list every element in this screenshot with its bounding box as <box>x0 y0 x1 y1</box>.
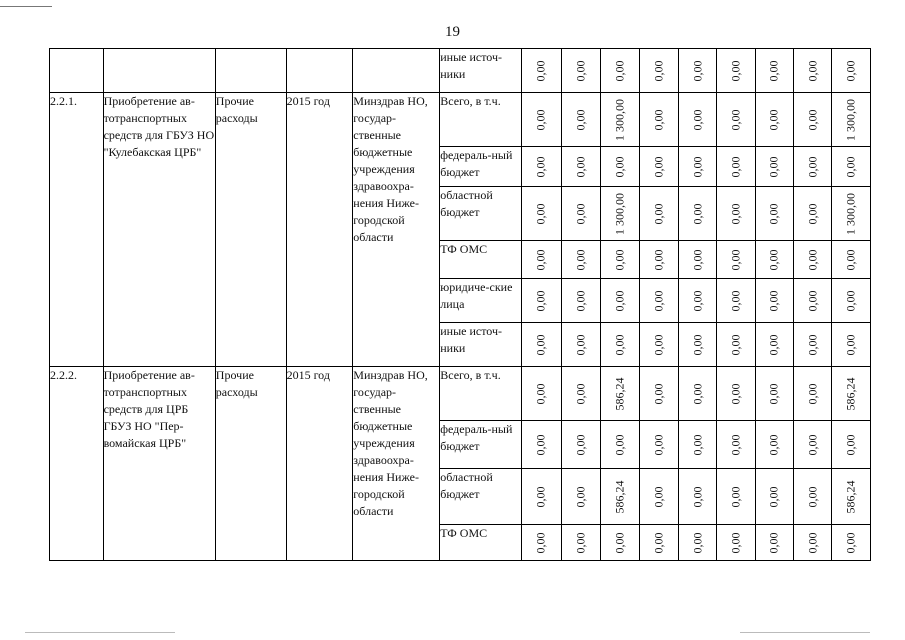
value-cell <box>794 147 832 187</box>
category-cell: Всего, в т.ч. <box>440 93 522 147</box>
value-cell <box>794 469 832 525</box>
value-text: 0,00 <box>612 249 627 270</box>
expense-type: Прочие расходы <box>215 93 286 367</box>
value-cell <box>832 525 871 561</box>
value-cell <box>640 421 678 469</box>
table-row <box>50 93 871 147</box>
value-cell <box>600 367 639 421</box>
category-cell: федераль-ный бюджет <box>440 147 522 187</box>
value-cell <box>832 421 871 469</box>
value-cell <box>600 147 639 187</box>
value-text: 0,00 <box>805 434 820 455</box>
category-cell: областной бюджет <box>440 187 522 241</box>
value-text: 0,00 <box>651 383 666 404</box>
value-text: 0,00 <box>843 334 858 355</box>
value-text: 0,00 <box>766 156 781 177</box>
value-text: 0,00 <box>843 60 858 81</box>
value-cell <box>832 469 871 525</box>
value-text: 0,00 <box>612 290 627 311</box>
value-cell <box>678 469 716 525</box>
value-cell <box>832 49 871 93</box>
value-text: 586,24 <box>612 377 627 410</box>
value-cell <box>640 93 678 147</box>
value-text: 0,00 <box>690 290 704 311</box>
value-cell <box>600 279 639 323</box>
value-cell <box>717 187 755 241</box>
value-text: 0,00 <box>766 109 781 130</box>
table-row <box>50 367 871 421</box>
value-text: 0,00 <box>612 60 627 81</box>
category-cell: иные источ-ники <box>440 323 522 367</box>
value-text: 0,00 <box>766 203 781 224</box>
value-cell <box>600 241 639 279</box>
value-cell <box>678 279 716 323</box>
value-text: 1 300,00 <box>612 98 627 141</box>
category-cell: федераль-ный бюджет <box>440 421 522 469</box>
value-cell <box>561 147 600 187</box>
value-text: 0,00 <box>728 334 743 355</box>
value-cell <box>832 323 871 367</box>
value-text: 0,00 <box>651 532 666 553</box>
value-cell <box>755 241 793 279</box>
value-text: 0,00 <box>690 60 704 81</box>
empty-cell <box>103 49 215 93</box>
value-cell <box>561 421 600 469</box>
value-cell <box>755 469 793 525</box>
value-cell <box>600 187 639 241</box>
value-cell <box>678 147 716 187</box>
value-cell <box>600 469 639 525</box>
value-cell <box>522 241 561 279</box>
value-text: 0,00 <box>612 334 627 355</box>
value-text: 1 300,00 <box>612 192 627 235</box>
value-text: 0,00 <box>533 532 548 553</box>
value-text: 0,00 <box>728 434 743 455</box>
value-cell <box>561 241 600 279</box>
value-text: 0,00 <box>805 109 820 130</box>
value-cell <box>755 279 793 323</box>
page-number: 19 <box>445 24 460 40</box>
category-cell: ТФ ОМС <box>440 241 522 279</box>
item-name: Приобретение ав-тотранспортных средств для ГБУЗ НО "Кулебакская ЦРБ" <box>103 93 215 367</box>
value-text: 0,00 <box>533 60 548 81</box>
value-cell <box>755 323 793 367</box>
value-cell <box>794 187 832 241</box>
value-text: 0,00 <box>651 249 666 270</box>
value-text: 0,00 <box>805 60 820 81</box>
value-cell <box>678 93 716 147</box>
value-text: 0,00 <box>805 156 820 177</box>
value-cell <box>717 367 755 421</box>
value-text: 0,00 <box>728 486 743 507</box>
value-text: 0,00 <box>728 532 743 553</box>
value-cell <box>755 93 793 147</box>
value-text: 0,00 <box>533 290 548 311</box>
value-text: 1 300,00 <box>843 192 858 235</box>
value-text: 0,00 <box>651 290 666 311</box>
value-cell <box>717 147 755 187</box>
value-text: 0,00 <box>805 203 820 224</box>
value-cell <box>600 323 639 367</box>
value-cell <box>678 49 716 93</box>
value-cell <box>522 469 561 525</box>
category-cell: юридиче-ские лица <box>440 279 522 323</box>
value-text: 0,00 <box>573 109 588 130</box>
value-text: 0,00 <box>533 334 548 355</box>
empty-cell <box>353 49 440 93</box>
value-cell <box>678 323 716 367</box>
value-text: 0,00 <box>573 334 588 355</box>
value-text: 0,00 <box>651 156 666 177</box>
value-text: 0,00 <box>612 532 627 553</box>
value-cell <box>794 49 832 93</box>
value-text: 0,00 <box>805 383 820 404</box>
value-cell <box>717 241 755 279</box>
value-text: 0,00 <box>573 290 588 311</box>
empty-cell <box>215 49 286 93</box>
executor: Минздрав НО, государ-ственные бюджетные учреждения здравоохра-нения Ниже-городской области <box>353 367 440 561</box>
scan-artifact <box>25 632 175 633</box>
value-cell <box>717 469 755 525</box>
value-cell <box>522 49 561 93</box>
value-text: 0,00 <box>766 434 781 455</box>
value-cell <box>640 147 678 187</box>
value-cell <box>717 525 755 561</box>
value-text: 0,00 <box>533 434 548 455</box>
value-text: 0,00 <box>766 383 781 404</box>
value-cell <box>640 525 678 561</box>
value-text: 0,00 <box>573 532 588 553</box>
value-text: 0,00 <box>843 156 858 177</box>
value-cell <box>600 49 639 93</box>
value-text: 0,00 <box>651 334 666 355</box>
value-cell <box>640 49 678 93</box>
value-text: 0,00 <box>533 249 548 270</box>
value-cell <box>522 323 561 367</box>
value-text: 0,00 <box>843 290 858 311</box>
value-text: 0,00 <box>651 60 666 81</box>
value-text: 0,00 <box>728 156 743 177</box>
value-text: 0,00 <box>766 532 781 553</box>
value-text: 0,00 <box>690 203 704 224</box>
value-cell <box>600 421 639 469</box>
value-cell <box>832 279 871 323</box>
value-text: 586,24 <box>843 480 858 513</box>
value-cell <box>640 469 678 525</box>
value-cell <box>794 241 832 279</box>
value-cell <box>561 93 600 147</box>
value-cell <box>522 525 561 561</box>
value-cell <box>755 367 793 421</box>
expense-type: Прочие расходы <box>215 367 286 561</box>
value-cell <box>561 367 600 421</box>
value-text: 0,00 <box>690 486 704 507</box>
value-cell <box>561 525 600 561</box>
item-number: 2.2.1. <box>50 93 104 367</box>
value-text: 0,00 <box>843 532 858 553</box>
value-cell <box>522 187 561 241</box>
item-name: Приобретение ав-тотранспортных средств для ЦРБ ГБУЗ НО "Пер-вомайская ЦРБ" <box>103 367 215 561</box>
value-text: 0,00 <box>533 383 548 404</box>
value-text: 0,00 <box>690 434 704 455</box>
value-cell <box>522 421 561 469</box>
value-cell <box>717 93 755 147</box>
value-text: 0,00 <box>690 249 704 270</box>
value-text: 0,00 <box>805 290 820 311</box>
value-text: 0,00 <box>728 60 743 81</box>
value-cell <box>755 525 793 561</box>
budget-table <box>49 48 871 561</box>
value-text: 0,00 <box>573 60 588 81</box>
value-cell <box>640 241 678 279</box>
value-cell <box>794 93 832 147</box>
value-cell <box>755 187 793 241</box>
value-text: 0,00 <box>651 109 666 130</box>
value-text: 0,00 <box>728 383 743 404</box>
value-cell <box>640 187 678 241</box>
value-text: 0,00 <box>766 334 781 355</box>
value-text: 0,00 <box>728 290 743 311</box>
value-cell <box>678 525 716 561</box>
value-text: 0,00 <box>573 156 588 177</box>
value-text: 586,24 <box>612 480 627 513</box>
value-cell <box>794 323 832 367</box>
value-text: 0,00 <box>728 249 743 270</box>
value-cell <box>832 241 871 279</box>
value-text: 1 300,00 <box>843 98 858 141</box>
category-cell: иные источ-ники <box>440 49 522 93</box>
table-body <box>50 49 871 561</box>
value-cell <box>522 147 561 187</box>
value-text: 0,00 <box>573 486 588 507</box>
value-cell <box>600 93 639 147</box>
value-cell <box>794 525 832 561</box>
value-text: 0,00 <box>533 486 548 507</box>
value-cell <box>794 279 832 323</box>
value-text: 0,00 <box>766 486 781 507</box>
value-cell <box>794 367 832 421</box>
value-cell <box>755 421 793 469</box>
category-cell: Всего, в т.ч. <box>440 367 522 421</box>
value-text: 0,00 <box>766 290 781 311</box>
value-text: 0,00 <box>728 109 743 130</box>
value-text: 0,00 <box>805 334 820 355</box>
value-cell <box>561 469 600 525</box>
value-text: 0,00 <box>805 486 820 507</box>
empty-cell <box>286 49 353 93</box>
value-text: 0,00 <box>805 532 820 553</box>
value-cell <box>717 323 755 367</box>
value-text: 0,00 <box>573 383 588 404</box>
value-cell <box>522 93 561 147</box>
value-text: 0,00 <box>843 249 858 270</box>
corner-rule <box>0 6 52 7</box>
value-text: 0,00 <box>805 249 820 270</box>
value-cell <box>832 367 871 421</box>
value-text: 0,00 <box>533 156 548 177</box>
value-cell <box>832 147 871 187</box>
value-cell <box>717 49 755 93</box>
category-cell: ТФ ОМС <box>440 525 522 561</box>
value-text: 0,00 <box>690 109 704 130</box>
value-cell <box>678 367 716 421</box>
value-text: 0,00 <box>573 203 588 224</box>
item-number: 2.2.2. <box>50 367 104 561</box>
value-cell <box>832 187 871 241</box>
value-cell <box>832 93 871 147</box>
value-text: 0,00 <box>690 383 704 404</box>
value-text: 586,24 <box>843 377 858 410</box>
value-cell <box>717 279 755 323</box>
category-cell: областной бюджет <box>440 469 522 525</box>
value-text: 0,00 <box>651 486 666 507</box>
executor: Минздрав НО, государ-ственные бюджетные учреждения здравоохра-нения Ниже-городской области <box>353 93 440 367</box>
value-cell <box>561 187 600 241</box>
value-cell <box>522 367 561 421</box>
value-cell <box>640 279 678 323</box>
value-text: 0,00 <box>651 434 666 455</box>
value-cell <box>678 187 716 241</box>
value-text: 0,00 <box>612 434 627 455</box>
value-cell <box>640 367 678 421</box>
value-text: 0,00 <box>533 109 548 130</box>
value-cell <box>678 421 716 469</box>
value-text: 0,00 <box>690 532 704 553</box>
value-cell <box>755 49 793 93</box>
value-text: 0,00 <box>612 156 627 177</box>
value-cell <box>600 525 639 561</box>
value-text: 0,00 <box>728 203 743 224</box>
period: 2015 год <box>286 93 353 367</box>
value-text: 0,00 <box>573 249 588 270</box>
value-cell <box>640 323 678 367</box>
value-cell <box>717 421 755 469</box>
value-text: 0,00 <box>690 156 704 177</box>
value-text: 0,00 <box>533 203 548 224</box>
value-cell <box>561 279 600 323</box>
table-row <box>50 49 871 93</box>
value-text: 0,00 <box>766 60 781 81</box>
value-cell <box>561 49 600 93</box>
value-text: 0,00 <box>573 434 588 455</box>
value-text: 0,00 <box>843 434 858 455</box>
value-cell <box>678 241 716 279</box>
empty-cell <box>50 49 104 93</box>
value-text: 0,00 <box>690 334 704 355</box>
period: 2015 год <box>286 367 353 561</box>
scan-artifact <box>740 632 870 633</box>
value-text: 0,00 <box>651 203 666 224</box>
value-cell <box>755 147 793 187</box>
value-cell <box>561 323 600 367</box>
value-cell <box>794 421 832 469</box>
value-text: 0,00 <box>766 249 781 270</box>
value-cell <box>522 279 561 323</box>
